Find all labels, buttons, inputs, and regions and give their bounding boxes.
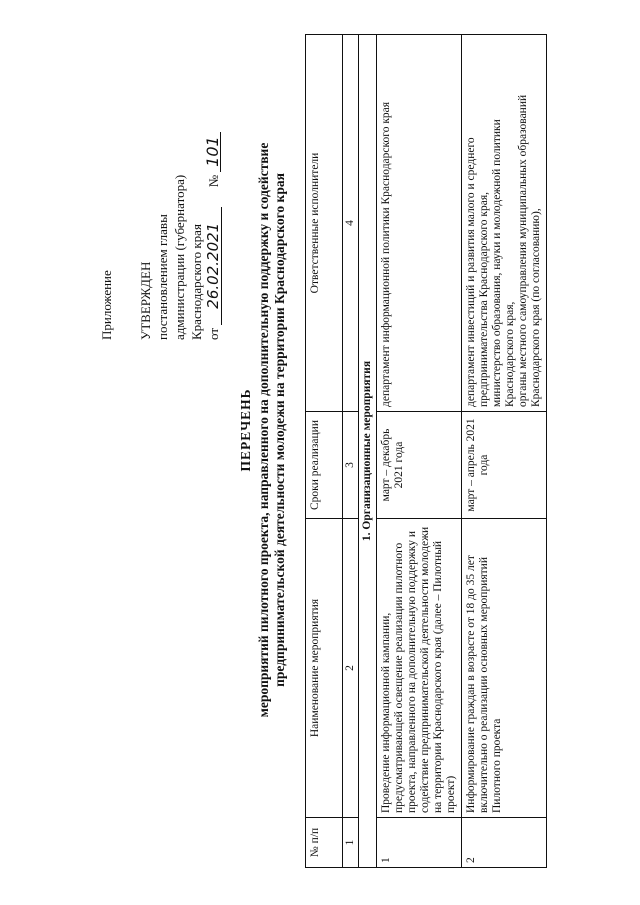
header-number: № п/п [306,818,343,868]
approval-block [98,20,222,340]
approved-label: УТВЕРЖДЕН [138,261,153,340]
appendix-label: Приложение [99,270,114,340]
row-responsible [462,35,547,412]
row-period: март – апрель 2021 года [462,412,547,519]
responsible-entry: министерство образования, науки и молодежной политики Краснодарского края, [491,119,516,407]
row-number: 1 [377,818,462,868]
row-activity-name: Проведение информационной кампании, предусматривающей освещение реализации пилотного проекта, направленного на дополнительную поддержку и содействие предпринимательской деятельности молодежи на территории Краснодарского края (далее – Пилотный проект) [377,519,462,818]
title-main: ПЕРЕЧЕНЬ [238,388,253,472]
approval-date-line [205,20,222,340]
approval-line-1: постановлением главы [155,214,170,340]
column-number: 1 [343,818,359,868]
responsible-entry: органы местного самоуправления муниципальных образований Краснодарского края (по согласованию), [517,94,542,407]
approval-line-3: Краснодарского края [189,224,204,340]
approval-line-2: администрации (губернатора) [172,174,187,340]
table-row [462,35,547,868]
header-period: Сроки реализации [306,412,343,519]
activities-table [305,34,547,868]
date-prefix: от [206,327,221,340]
column-number: 2 [343,519,359,818]
row-period: март – декабрь 2021 года [377,412,462,519]
section-row [359,35,377,868]
handwritten-date: 26.02.2021 [206,207,222,325]
column-number: 3 [343,412,359,519]
document-title [238,125,288,735]
row-number: 2 [462,818,547,868]
row-responsible [377,35,462,412]
section-title: 1. Организационные мероприятия [359,35,377,868]
column-number: 4 [343,35,359,412]
responsible-entry: департамент информационной политики Краснодарского края [380,101,392,407]
handwritten-number: 101 [205,132,221,172]
row-activity-name: Информирование граждан в возрасте от 18 до 35 лет включительно о реализации основных мероприятий Пилотного проекта [462,519,547,818]
column-number-row [343,35,359,868]
title-line-2: предпринимательской деятельности молодежи на территории Краснодарского края [272,173,287,687]
responsible-entry: департамент инвестиций и развития малого и среднего предпринимательства Краснодарского края, [465,137,490,407]
title-line-1: мероприятий пилотного проекта, направленного на дополнительную поддержку и содействие [256,142,271,718]
number-prefix: № [206,174,221,188]
header-name: Наименование мероприятия [306,519,343,818]
table-header-row [306,35,343,868]
header-responsible: Ответственные исполнители [306,35,343,412]
table-row [377,35,462,868]
